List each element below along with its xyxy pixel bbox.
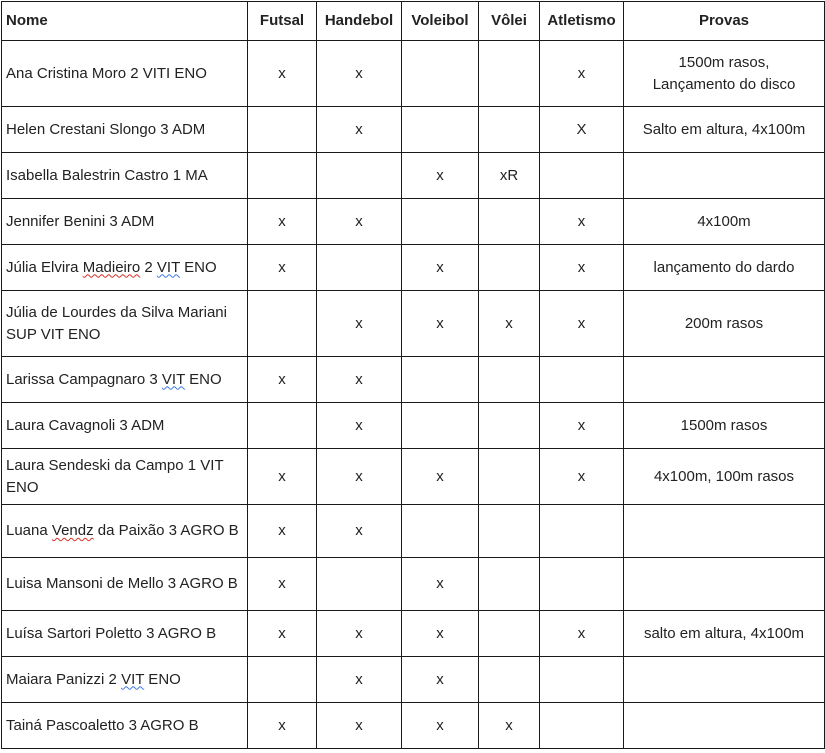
cell-voleibol [402,199,479,245]
cell-futsal [248,403,317,449]
cell-voleibol [402,505,479,558]
cell-volei: xR [479,153,540,199]
cell-handebol: x [317,611,402,657]
cell-nome: Luisa Mansoni de Mello 3 AGRO B [2,558,248,611]
cell-provas: 1500m rasos [624,403,825,449]
cell-volei [479,245,540,291]
cell-handebol: x [317,703,402,749]
nome-part-misspelled: Vendz [51,522,94,539]
cell-voleibol [402,107,479,153]
cell-atletismo [540,357,624,403]
header-nome: Nome [2,2,248,41]
cell-futsal [248,291,317,357]
cell-handebol: x [317,199,402,245]
cell-volei [479,199,540,245]
cell-provas [624,153,825,199]
cell-atletismo: x [540,611,624,657]
cell-provas: lançamento do dardo [624,245,825,291]
cell-nome [2,657,248,703]
table-row [2,657,825,703]
cell-voleibol: x [402,245,479,291]
nome-part-grammar: VIT [156,258,180,276]
cell-provas [624,703,825,749]
table-body [2,41,825,749]
cell-handebol: x [317,505,402,558]
cell-futsal [248,657,317,703]
cell-voleibol: x [402,657,479,703]
cell-atletismo: x [540,199,624,245]
cell-atletismo: x [540,245,624,291]
table-row [2,199,825,245]
table-row [2,107,825,153]
cell-futsal: x [248,703,317,749]
cell-atletismo: x [540,291,624,357]
cell-handebol: x [317,357,402,403]
cell-voleibol: x [402,291,479,357]
table-row [2,505,825,558]
cell-provas [624,505,825,558]
nome-part: ENO [185,370,222,388]
cell-nome [2,505,248,558]
cell-nome: Jennifer Benini 3 ADM [2,199,248,245]
cell-nome [2,245,248,291]
header-volei: Vôlei [479,2,540,41]
cell-nome: Helen Crestani Slongo 3 ADM [2,107,248,153]
table-row [2,41,825,107]
cell-volei [479,611,540,657]
table-row [2,153,825,199]
cell-provas: 4x100m, 100m rasos [624,449,825,505]
table-row [2,611,825,657]
cell-nome: Laura Sendeski da Campo 1 VIT ENO [2,449,248,505]
cell-voleibol [402,41,479,107]
cell-futsal [248,107,317,153]
header-futsal: Futsal [248,2,317,41]
cell-futsal: x [248,449,317,505]
cell-provas: 4x100m [624,199,825,245]
cell-voleibol: x [402,449,479,505]
cell-voleibol: x [402,558,479,611]
nome-part-grammar: VIT [121,670,145,688]
cell-volei [479,505,540,558]
cell-atletismo [540,657,624,703]
table-row [2,357,825,403]
cell-nome: Júlia de Lourdes da Silva Mariani SUP VIT ENO [2,291,248,357]
table-row [2,703,825,749]
nome-part: Larissa Campagnaro 3 [6,370,162,388]
cell-provas [624,558,825,611]
cell-futsal: x [248,611,317,657]
table-row [2,558,825,611]
cell-provas: Salto em altura, 4x100m [624,107,825,153]
athletes-table [1,1,825,749]
cell-futsal: x [248,558,317,611]
cell-atletismo [540,703,624,749]
cell-nome [2,357,248,403]
cell-atletismo [540,505,624,558]
cell-volei: x [479,703,540,749]
cell-voleibol: x [402,703,479,749]
cell-provas: salto em altura, 4x100m [624,611,825,657]
nome-part: Júlia Elvira [6,258,83,276]
nome-part-misspelled: Madieiro [82,258,141,276]
table-row [2,291,825,357]
cell-volei [479,107,540,153]
cell-handebol [317,153,402,199]
header-provas: Provas [624,2,825,41]
cell-atletismo: x [540,41,624,107]
table-row [2,449,825,505]
cell-voleibol: x [402,611,479,657]
cell-atletismo [540,558,624,611]
cell-nome: Laura Cavagnoli 3 ADM [2,403,248,449]
header-voleibol: Voleibol [402,2,479,41]
cell-provas [624,357,825,403]
cell-handebol: x [317,107,402,153]
nome-part: ENO [180,258,217,276]
cell-volei [479,403,540,449]
cell-voleibol: x [402,153,479,199]
cell-futsal: x [248,505,317,558]
cell-volei [479,357,540,403]
cell-volei [479,657,540,703]
table-row [2,245,825,291]
cell-nome: Isabella Balestrin Castro 1 MA [2,153,248,199]
cell-handebol [317,558,402,611]
cell-futsal: x [248,357,317,403]
cell-nome: Tainá Pascoaletto 3 AGRO B [2,703,248,749]
cell-atletismo: X [540,107,624,153]
cell-voleibol [402,357,479,403]
header-handebol: Handebol [317,2,402,41]
nome-part: da Paixão 3 AGRO B [93,522,239,539]
cell-voleibol [402,403,479,449]
nome-part: ENO [144,670,181,688]
cell-nome: Luísa Sartori Poletto 3 AGRO B [2,611,248,657]
cell-nome: Ana Cristina Moro 2 VITI ENO [2,41,248,107]
cell-futsal: x [248,245,317,291]
cell-volei [479,449,540,505]
cell-provas [624,657,825,703]
cell-handebol: x [317,291,402,357]
cell-futsal: x [248,41,317,107]
cell-volei: x [479,291,540,357]
cell-provas: 200m rasos [624,291,825,357]
cell-handebol: x [317,41,402,107]
table-row [2,403,825,449]
cell-provas: 1500m rasos, Lançamento do disco [624,41,825,107]
nome-part-grammar: VIT [161,370,185,388]
cell-futsal: x [248,199,317,245]
nome-part: Luana [6,522,52,539]
cell-handebol: x [317,403,402,449]
cell-volei [479,558,540,611]
cell-handebol: x [317,449,402,505]
cell-atletismo: x [540,403,624,449]
nome-part: 2 [140,258,157,276]
cell-atletismo: x [540,449,624,505]
cell-atletismo [540,153,624,199]
header-atletismo: Atletismo [540,2,624,41]
cell-volei [479,41,540,107]
cell-handebol [317,245,402,291]
nome-part: Maiara Panizzi 2 [6,670,122,688]
cell-futsal [248,153,317,199]
header-row [2,2,825,41]
cell-handebol: x [317,657,402,703]
